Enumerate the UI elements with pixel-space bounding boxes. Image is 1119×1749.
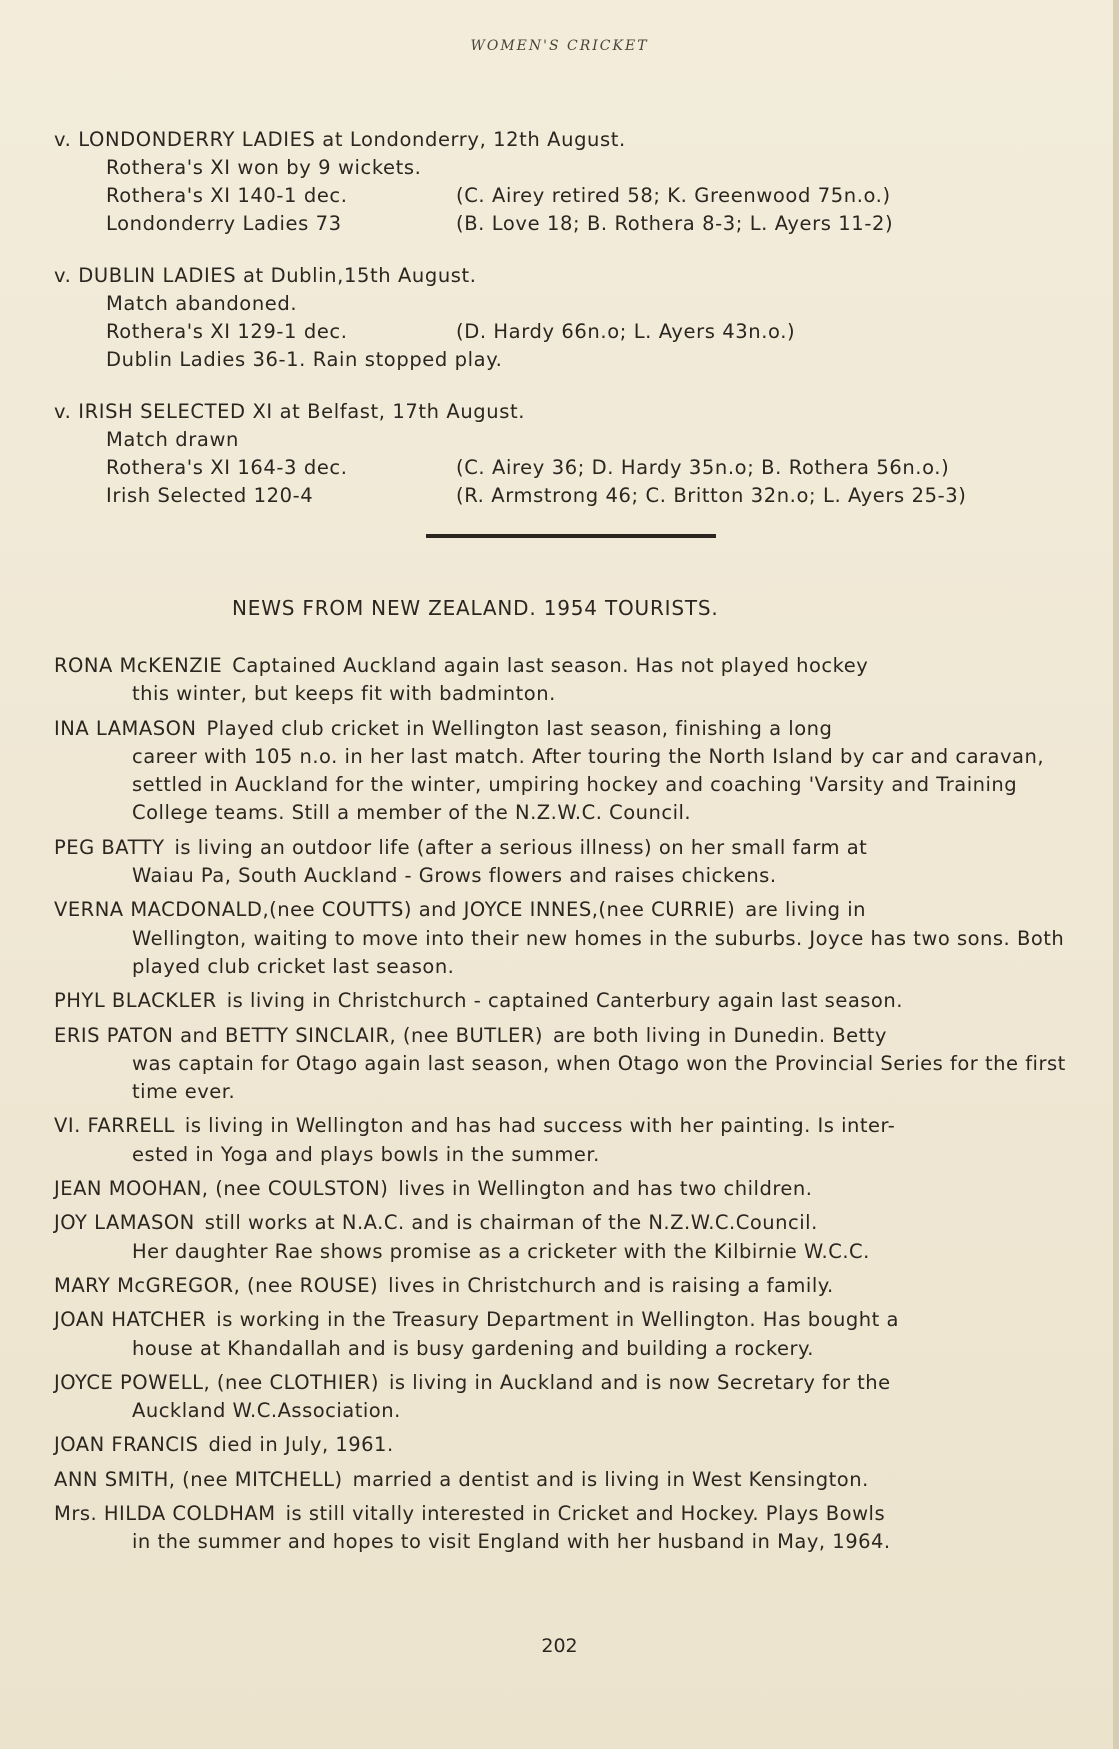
person-name: PHYL BLACKLER: [54, 989, 217, 1013]
score-detail: (C. Airey 36; D. Hardy 35n.o; B. Rothera 56n.o.): [456, 456, 950, 479]
match-note: Dublin Ladies 36-1. Rain stopped play.: [106, 348, 503, 371]
page-edge: [1113, 0, 1119, 1749]
news-text-continued: Auckland W.C.Association.: [132, 1399, 401, 1423]
score-detail: (D. Hardy 66n.o; L. Ayers 43n.o.): [456, 320, 796, 343]
person-name: Mrs. HILDA COLDHAM: [54, 1502, 276, 1526]
person-name: VI. FARRELL: [54, 1114, 175, 1138]
match-result: Match abandoned.: [106, 292, 298, 315]
match-results: [54, 126, 1084, 510]
news-text-continued: ested in Yoga and plays bowls in the summer.: [132, 1142, 600, 1166]
news-text: is still vitally interested in Cricket and Hockey. Plays Bowls: [285, 1502, 886, 1526]
news-title: NEWS FROM NEW ZEALAND. 1954 TOURISTS.: [232, 596, 719, 620]
match-heading: v. IRISH SELECTED XI at Belfast, 17th August.: [54, 400, 526, 423]
page-number: 202: [541, 1635, 578, 1657]
news-text-continued: Waiau Pa, South Auckland - Grows flowers and raises chickens.: [132, 864, 777, 888]
news-entry: [54, 1306, 1084, 1363]
news-text: lives in Christchurch and is raising a family.: [388, 1273, 834, 1297]
news-text: is living in Christchurch - captained Canterbury again last season.: [226, 989, 903, 1013]
news-text: lives in Wellington and has two children.: [398, 1177, 813, 1201]
running-head: WOMEN'S CRICKET: [470, 38, 649, 54]
score-detail: (B. Love 18; B. Rothera 8-3; L. Ayers 11-2): [456, 212, 894, 235]
person-name: JOAN HATCHER: [54, 1308, 207, 1332]
news-text-continued: was captain for Otago again last season, when Otago won the Provincial Series for the first time ever.: [132, 1051, 1066, 1104]
person-name: JEAN MOOHAN, (nee COULSTON): [54, 1177, 389, 1201]
team-score: Londonderry Ladies 73: [106, 212, 342, 235]
news-entry: [54, 1431, 1084, 1459]
news-text-continued: this winter, but keeps fit with badminton.: [132, 682, 556, 706]
section-divider: [426, 534, 716, 538]
news-entry: [54, 1466, 1084, 1494]
news-text: is working in the Treasury Department in Wellington. Has bought a: [216, 1308, 899, 1332]
news-text: is living an outdoor life (after a serious illness) on her small farm at: [174, 835, 868, 859]
news-entry: [54, 652, 1084, 709]
news-text-continued: in the summer and hopes to visit England with her husband in May, 1964.: [132, 1530, 891, 1554]
person-name: JOYCE POWELL, (nee CLOTHIER): [54, 1370, 379, 1394]
news-text: is living in Auckland and is now Secretary for the: [388, 1370, 891, 1394]
team-score: Rothera's XI 164-3 dec.: [106, 456, 348, 479]
person-name: ERIS PATON and BETTY SINCLAIR, (nee BUTLER): [54, 1023, 543, 1047]
team-score: Rothera's XI 129-1 dec.: [106, 320, 348, 343]
page-content: [54, 126, 1084, 1563]
news-text: are both living in Dunedin. Betty: [553, 1023, 887, 1047]
person-name: RONA McKENZIE: [54, 654, 223, 677]
person-name: VERNA MACDONALD,(nee COUTTS) and JOYCE INNES,(nee CURRIE): [54, 898, 736, 922]
match-block: [54, 126, 1084, 238]
match-result: Rothera's XI won by 9 wickets.: [106, 156, 422, 179]
person-name: JOY LAMASON: [54, 1211, 195, 1235]
score-detail: (C. Airey retired 58; K. Greenwood 75n.o.): [456, 184, 891, 207]
score-row: [106, 210, 1084, 238]
news-text-continued: Her daughter Rae shows promise as a cricketer with the Kilbirnie W.C.C.: [132, 1239, 870, 1263]
news-text: Played club cricket in Wellington last season, finishing a long: [206, 716, 833, 740]
team-score: Rothera's XI 140-1 dec.: [106, 184, 348, 207]
person-name: PEG BATTY: [54, 835, 165, 859]
score-row: [106, 454, 1084, 482]
match-result: Match drawn: [106, 428, 239, 451]
news-entry: [54, 834, 1084, 891]
score-detail: (R. Armstrong 46; C. Britton 32n.o; L. Ayers 25-3): [456, 484, 967, 507]
news-entry: [54, 1175, 1084, 1203]
match-heading: v. LONDONDERRY LADIES at Londonderry, 12th August.: [54, 128, 626, 151]
news-text: Captained Auckland again last season. Has not played hockey: [232, 654, 869, 677]
news-entry: [54, 1272, 1084, 1300]
news-entry: [54, 715, 1084, 828]
person-name: JOAN FRANCIS: [54, 1433, 199, 1457]
person-name: ANN SMITH, (nee MITCHELL): [54, 1467, 343, 1491]
news-entry: [54, 1369, 1084, 1426]
news-entry: [54, 1500, 1084, 1557]
news-entry: [54, 1112, 1084, 1169]
score-row: [106, 318, 1084, 346]
match-heading: v. DUBLIN LADIES at Dublin,15th August.: [54, 264, 477, 287]
news-entry: [54, 1022, 1084, 1107]
news-text-continued: Wellington, waiting to move into their new homes in the suburbs. Joyce has two sons. Both played club cricket last season.: [132, 926, 1065, 978]
news-text: is living in Wellington and has had success with her painting. Is inter-: [184, 1114, 896, 1138]
team-score: Irish Selected 120-4: [106, 484, 314, 507]
news-text-continued: career with 105 n.o. in her last match. After touring the North Island by car and caravan, settled in Auckland for the winter, umpiring hockey and coaching 'Varsity and Training College teams. Still a member of the N.Z.W.C. Council.: [132, 744, 1045, 825]
news-text-continued: house at Khandallah and is busy gardening and building a rockery.: [132, 1336, 814, 1360]
news-list: [54, 652, 1084, 1557]
news-text: still works at N.A.C. and is chairman of the N.Z.W.C.Council.: [204, 1211, 818, 1235]
news-entry: [54, 1209, 1084, 1266]
news-entry: [54, 987, 1084, 1015]
news-text: married a dentist and is living in West Kensington.: [352, 1467, 869, 1491]
news-text: are living in: [745, 898, 866, 922]
match-block: [54, 398, 1084, 510]
person-name: INA LAMASON: [54, 716, 197, 740]
match-block: [54, 262, 1084, 374]
score-row: [106, 182, 1084, 210]
news-entry: [54, 896, 1084, 981]
score-row: [106, 482, 1084, 510]
news-text: died in July, 1961.: [208, 1433, 394, 1457]
person-name: MARY McGREGOR, (nee ROUSE): [54, 1273, 379, 1297]
